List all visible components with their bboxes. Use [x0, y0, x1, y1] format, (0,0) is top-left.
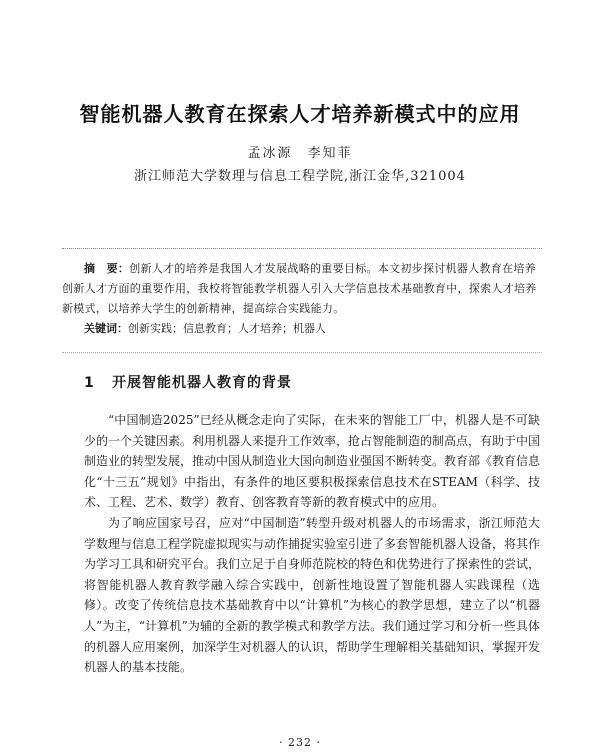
- abstract-block: [62, 248, 542, 339]
- keywords-text: 创新实践；信息教育；人才培养；机器人: [128, 322, 326, 335]
- body-paragraph-1: “中国制造2025”已经从概念走向了实际，在未来的智能工厂中，机器人是不可缺少的一个关键因素。利用机器人来提升工作效率，抢占智能制造的制高点，有助于中国制造业的转型发展，推动中国从制造业大国向制造业强国不断转变。教育部《教育信息化“十三五”规划》中指出，有条件的地区要积极探索信息技术在STEAM（科学、技术、工程、艺术、数学）教育、创客教育等新的教育模式中的应用。: [84, 413, 541, 510]
- author-names: 孟冰源 李知菲: [247, 146, 353, 161]
- abstract-text: 创新人才的培养是我国人才发展战略的重要目标。本文初步探讨机器人教育在培养创新人才方面的重要作用，我校将智能教学机器人引入大学信息技术基础教育中，探索人才培养新模式，以培养大学生的创新精神，提高综合实践能力。: [62, 262, 537, 315]
- page-number: · 232 ·: [279, 736, 321, 749]
- keywords-label: 关键词：: [84, 322, 128, 335]
- section-title: 开展智能机器人教育的背景: [112, 375, 292, 391]
- body-paragraph-2: 为了响应国家号召，应对“中国制造”转型升级对机器人的市场需求，浙江师范大学数理与信息工程学院虚拟现实与动作捕捉实验室引进了多套智能机器人设备，将其作为学习工具和研究平台。我们立足于自身师范院校的特色和优势进行了探索性的尝试，将智能机器人教育教学融入综合实践中，创新性地设置了智能机器人实践课程（选修）。改变了传统信息技术基础教育中以“计算机”为核心的教学思想，建立了以“机器人”为主，“计算机”为辅的全新的教学模式和教学方法。我们通过学习和分析一些具体的机器人应用案例，加深学生对机器人的认识，帮助学生理解相关基础知识，掌握开发机器人的基本技能。: [84, 515, 541, 675]
- abstract-divider: [62, 352, 542, 353]
- abstract-paragraph: [62, 259, 542, 319]
- section-body: [84, 410, 540, 678]
- abstract-label: 摘 要：: [84, 262, 130, 275]
- keywords-paragraph: [62, 319, 542, 339]
- section-number: 1: [84, 375, 95, 391]
- paper-title: 智能机器人教育在探索人才培养新模式中的应用: [79, 102, 521, 126]
- author-affiliation: 浙江师范大学数理与信息工程学院,浙江金华,321004: [134, 169, 466, 184]
- section-heading: [84, 372, 292, 392]
